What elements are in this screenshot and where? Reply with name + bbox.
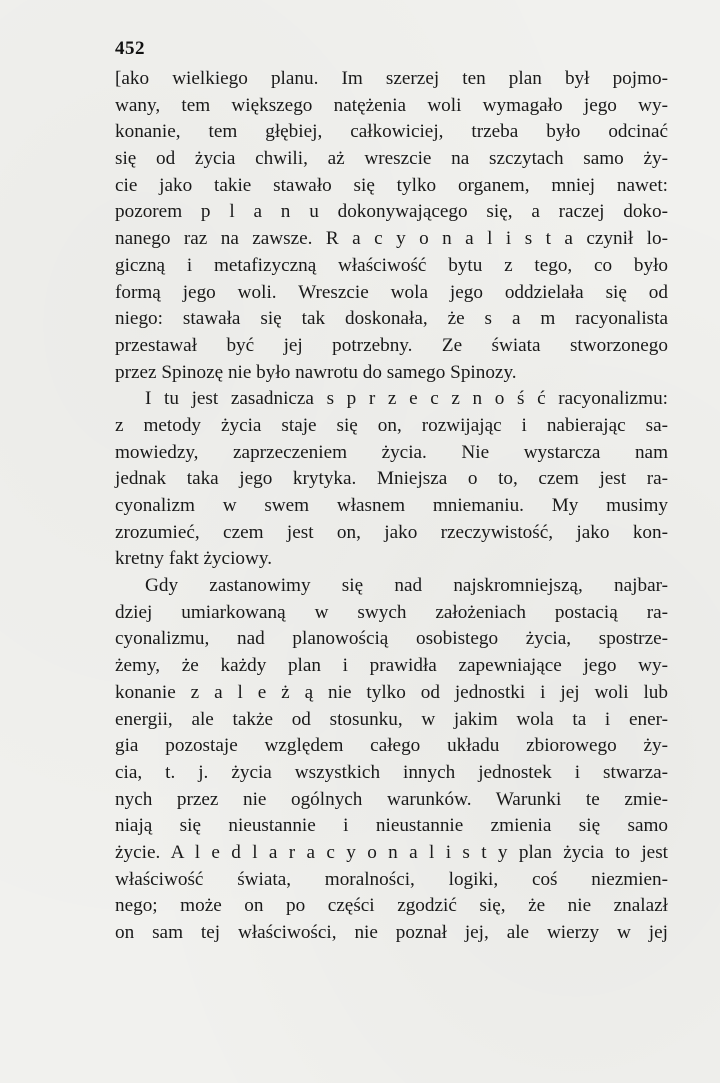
text-line: I tu jest zasadnicza s p r z e c z n o ś ć racyonalizmu: <box>145 388 668 410</box>
text-line: właściwość świata, moralności, logiki, coś niezmien- <box>115 868 668 890</box>
text-line: [ako wielkiego planu. Im szerzej ten plan był pojmo- <box>115 68 668 89</box>
text-line: konanie z a l e ż ą nie tylko od jednostki i jej woli lub <box>115 681 668 703</box>
text-line: energii, ale także od stosunku, w jakim wola ta i ener- <box>115 708 668 730</box>
text-line: z metody życia staje się on, rozwijając i nabierając sa- <box>115 414 668 436</box>
text-line: zrozumieć, czem jest on, jako rzeczywistość, jako kon- <box>115 521 668 543</box>
text-line: konanie, tem głębiej, całkowiciej, trzeba było odcinać <box>115 121 668 143</box>
text-line: jednak taka jego krytyka. Mniejsza o to, czem jest ra- <box>115 468 668 490</box>
text-line: cie jako takie stawało się tylko organem, mniej nawet: <box>115 174 668 196</box>
text-line: nanego raz na zawsze. R a c y o n a l i s t a czynił lo- <box>115 228 668 250</box>
text-line: kretny fakt życiowy. <box>115 548 272 570</box>
body-text <box>115 66 668 947</box>
text-line: niają się nieustannie i nieustannie zmienia się samo <box>115 815 668 837</box>
text-line: cia, t. j. życia wszystkich innych jednostek i stwarza- <box>115 761 668 783</box>
text-line: gia pozostaje względem całego układu zbiorowego ży- <box>115 735 668 757</box>
text-line: niego: stawała się tak doskonała, że s a m racyonalista <box>115 308 668 330</box>
text-line: życie. A l e d l a r a c y o n a l i s t y plan życia to jest <box>115 841 668 863</box>
text-line: żemy, że każdy plan i prawidła zapewniające jego wy- <box>115 655 668 677</box>
text-line: się od życia chwili, aż wreszcie na szczytach samo ży- <box>115 148 668 170</box>
text-line: formą jego woli. Wreszcie wola jego oddzielała się od <box>115 281 668 303</box>
page-number: 452 <box>115 38 145 59</box>
text-line: wany, tem większego natężenia woli wymagało jego wy- <box>115 94 668 116</box>
text-line: cyonalizmu, nad planowością osobistego życia, spostrze- <box>115 628 668 650</box>
text-line: cyonalizm w swem własnem mniemaniu. My musimy <box>115 495 668 516</box>
text-line: pozorem p l a n u dokonywającego się, a raczej doko- <box>115 201 668 223</box>
text-line: przez Spinozę nie było nawrotu do samego Spinozy. <box>115 361 517 383</box>
text-line: on sam tej właściwości, nie poznał jej, ale wierzy w jej <box>115 922 668 943</box>
text-line: nego; może on po części zgodzić się, że nie znalazł <box>115 895 668 917</box>
text-line: mowiedzy, zaprzeczeniem życia. Nie wystarcza nam <box>115 441 668 463</box>
text-line: nych przez nie ogólnych warunków. Warunki te zmie- <box>115 788 668 810</box>
text-line: giczną i metafizyczną właściwość bytu z tego, co było <box>115 254 668 276</box>
text-line: Gdy zastanowimy się nad najskromniejszą, najbar- <box>145 575 668 597</box>
text-line: dziej umiarkowaną w swych założeniach postacią ra- <box>115 601 668 623</box>
text-line: przestawał być jej potrzebny. Ze świata stworzonego <box>115 334 668 356</box>
